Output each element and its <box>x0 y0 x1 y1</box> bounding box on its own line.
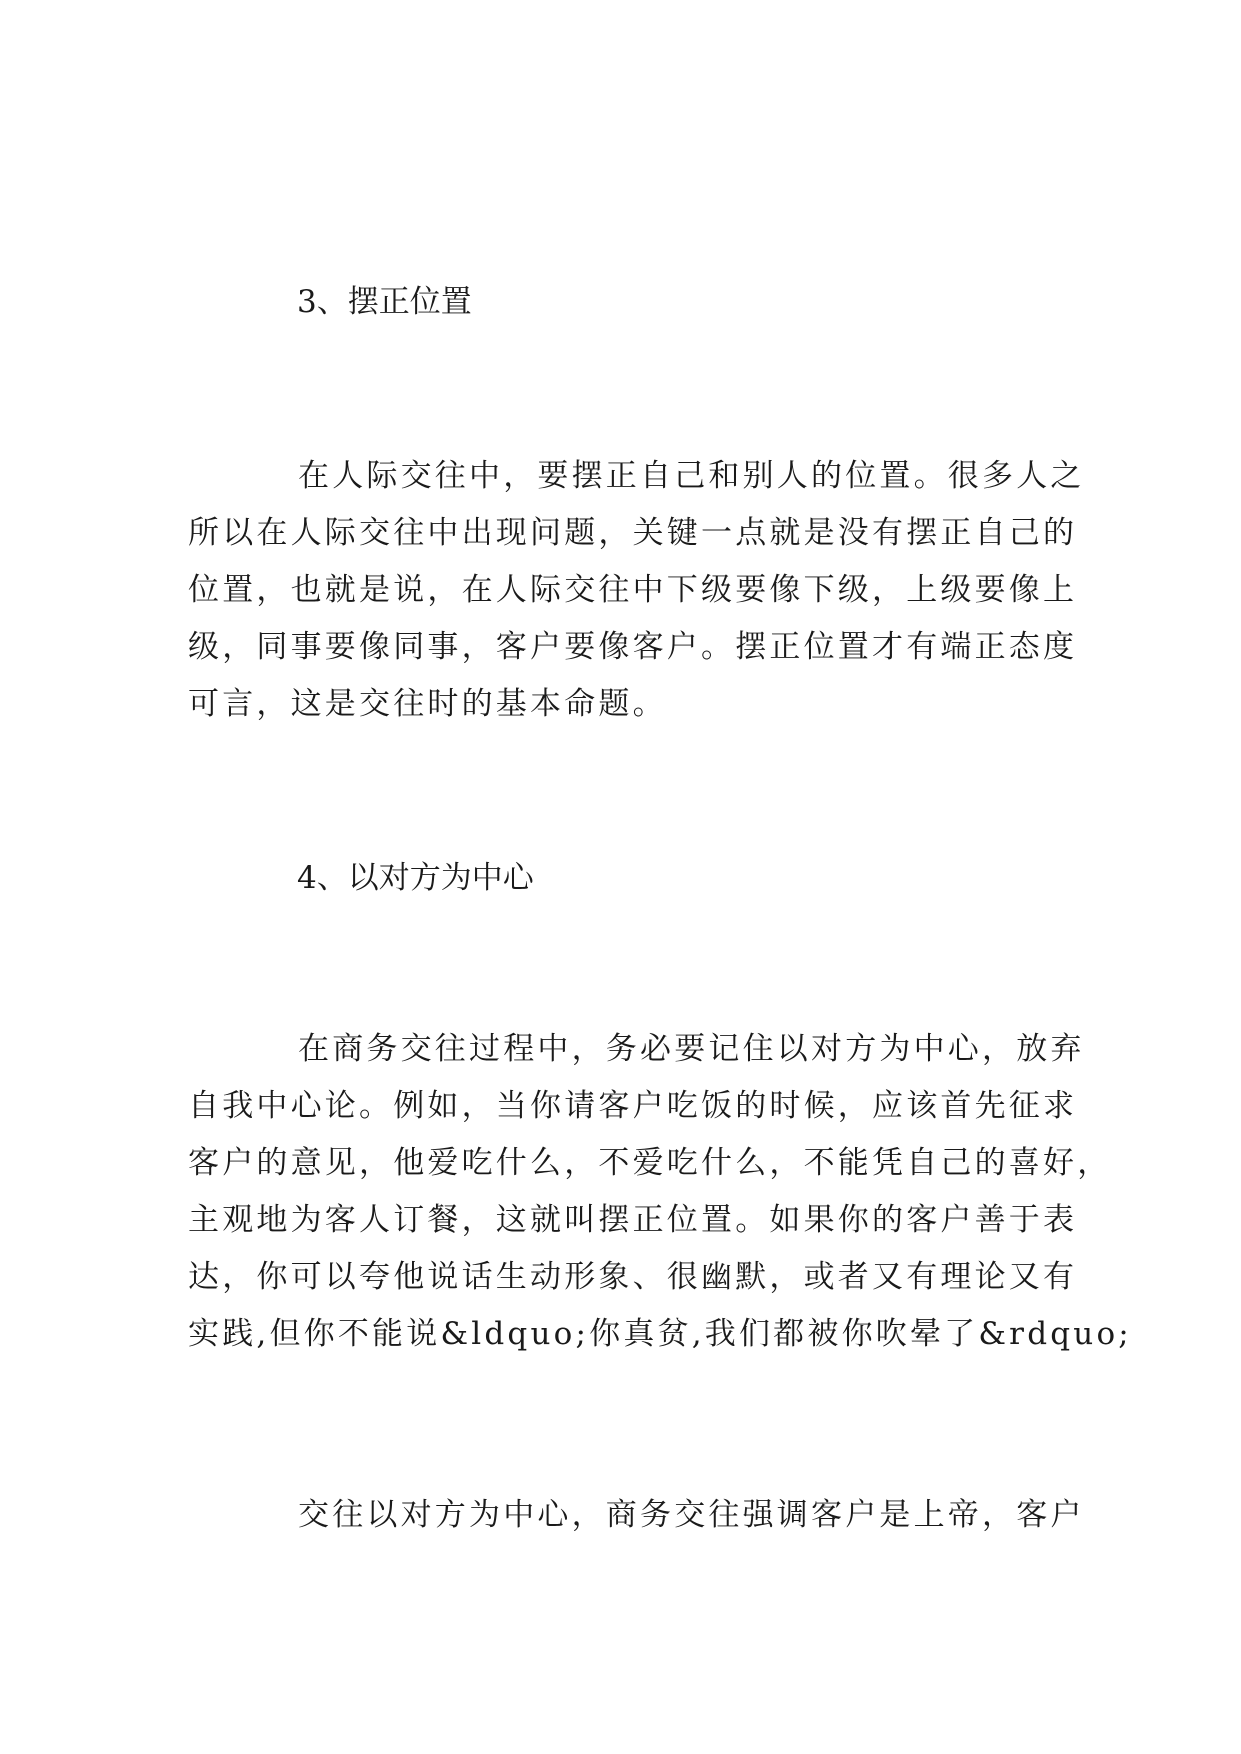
paragraph-line: 在商务交往过程中，务必要记住以对方为中心，放弃 <box>298 1031 1085 1067</box>
paragraph-line: 级，同事要像同事，客户要像客户。摆正位置才有端正态度 <box>188 629 1078 665</box>
paragraph-line: 交往以对方为中心，商务交往强调客户是上帝，客户 <box>298 1497 1085 1533</box>
paragraph-line: 客户的意见，他爱吃什么，不爱吃什么，不能凭自己的喜好， <box>188 1145 1112 1181</box>
section-3-paragraph <box>188 448 1085 733</box>
paragraph-line: 位置，也就是说，在人际交往中下级要像下级，上级要像上 <box>188 572 1078 608</box>
section-heading-3: 3、摆正位置 <box>297 284 472 320</box>
section-4-paragraph-2 <box>188 1487 1085 1544</box>
paragraph-line: 主观地为客人订餐，这就叫摆正位置。如果你的客户善于表 <box>188 1202 1078 1238</box>
paragraph-line: 所以在人际交往中出现问题，关键一点就是没有摆正自己的 <box>188 515 1078 551</box>
paragraph-line: 在人际交往中，要摆正自己和别人的位置。很多人之 <box>298 458 1085 494</box>
paragraph-line: 实践,但你不能说&ldquo;你真贫,我们都被你吹晕了&rdquo; <box>188 1316 1132 1352</box>
section-4-paragraph <box>188 1021 1132 1363</box>
paragraph-line: 自我中心论。例如，当你请客户吃饭的时候，应该首先征求 <box>188 1088 1078 1124</box>
paragraph-line: 可言，这是交往时的基本命题。 <box>188 686 667 722</box>
paragraph-line: 达，你可以夸他说话生动形象、很幽默，或者又有理论又有 <box>188 1259 1078 1295</box>
section-heading-4: 4、以对方为中心 <box>297 860 534 896</box>
